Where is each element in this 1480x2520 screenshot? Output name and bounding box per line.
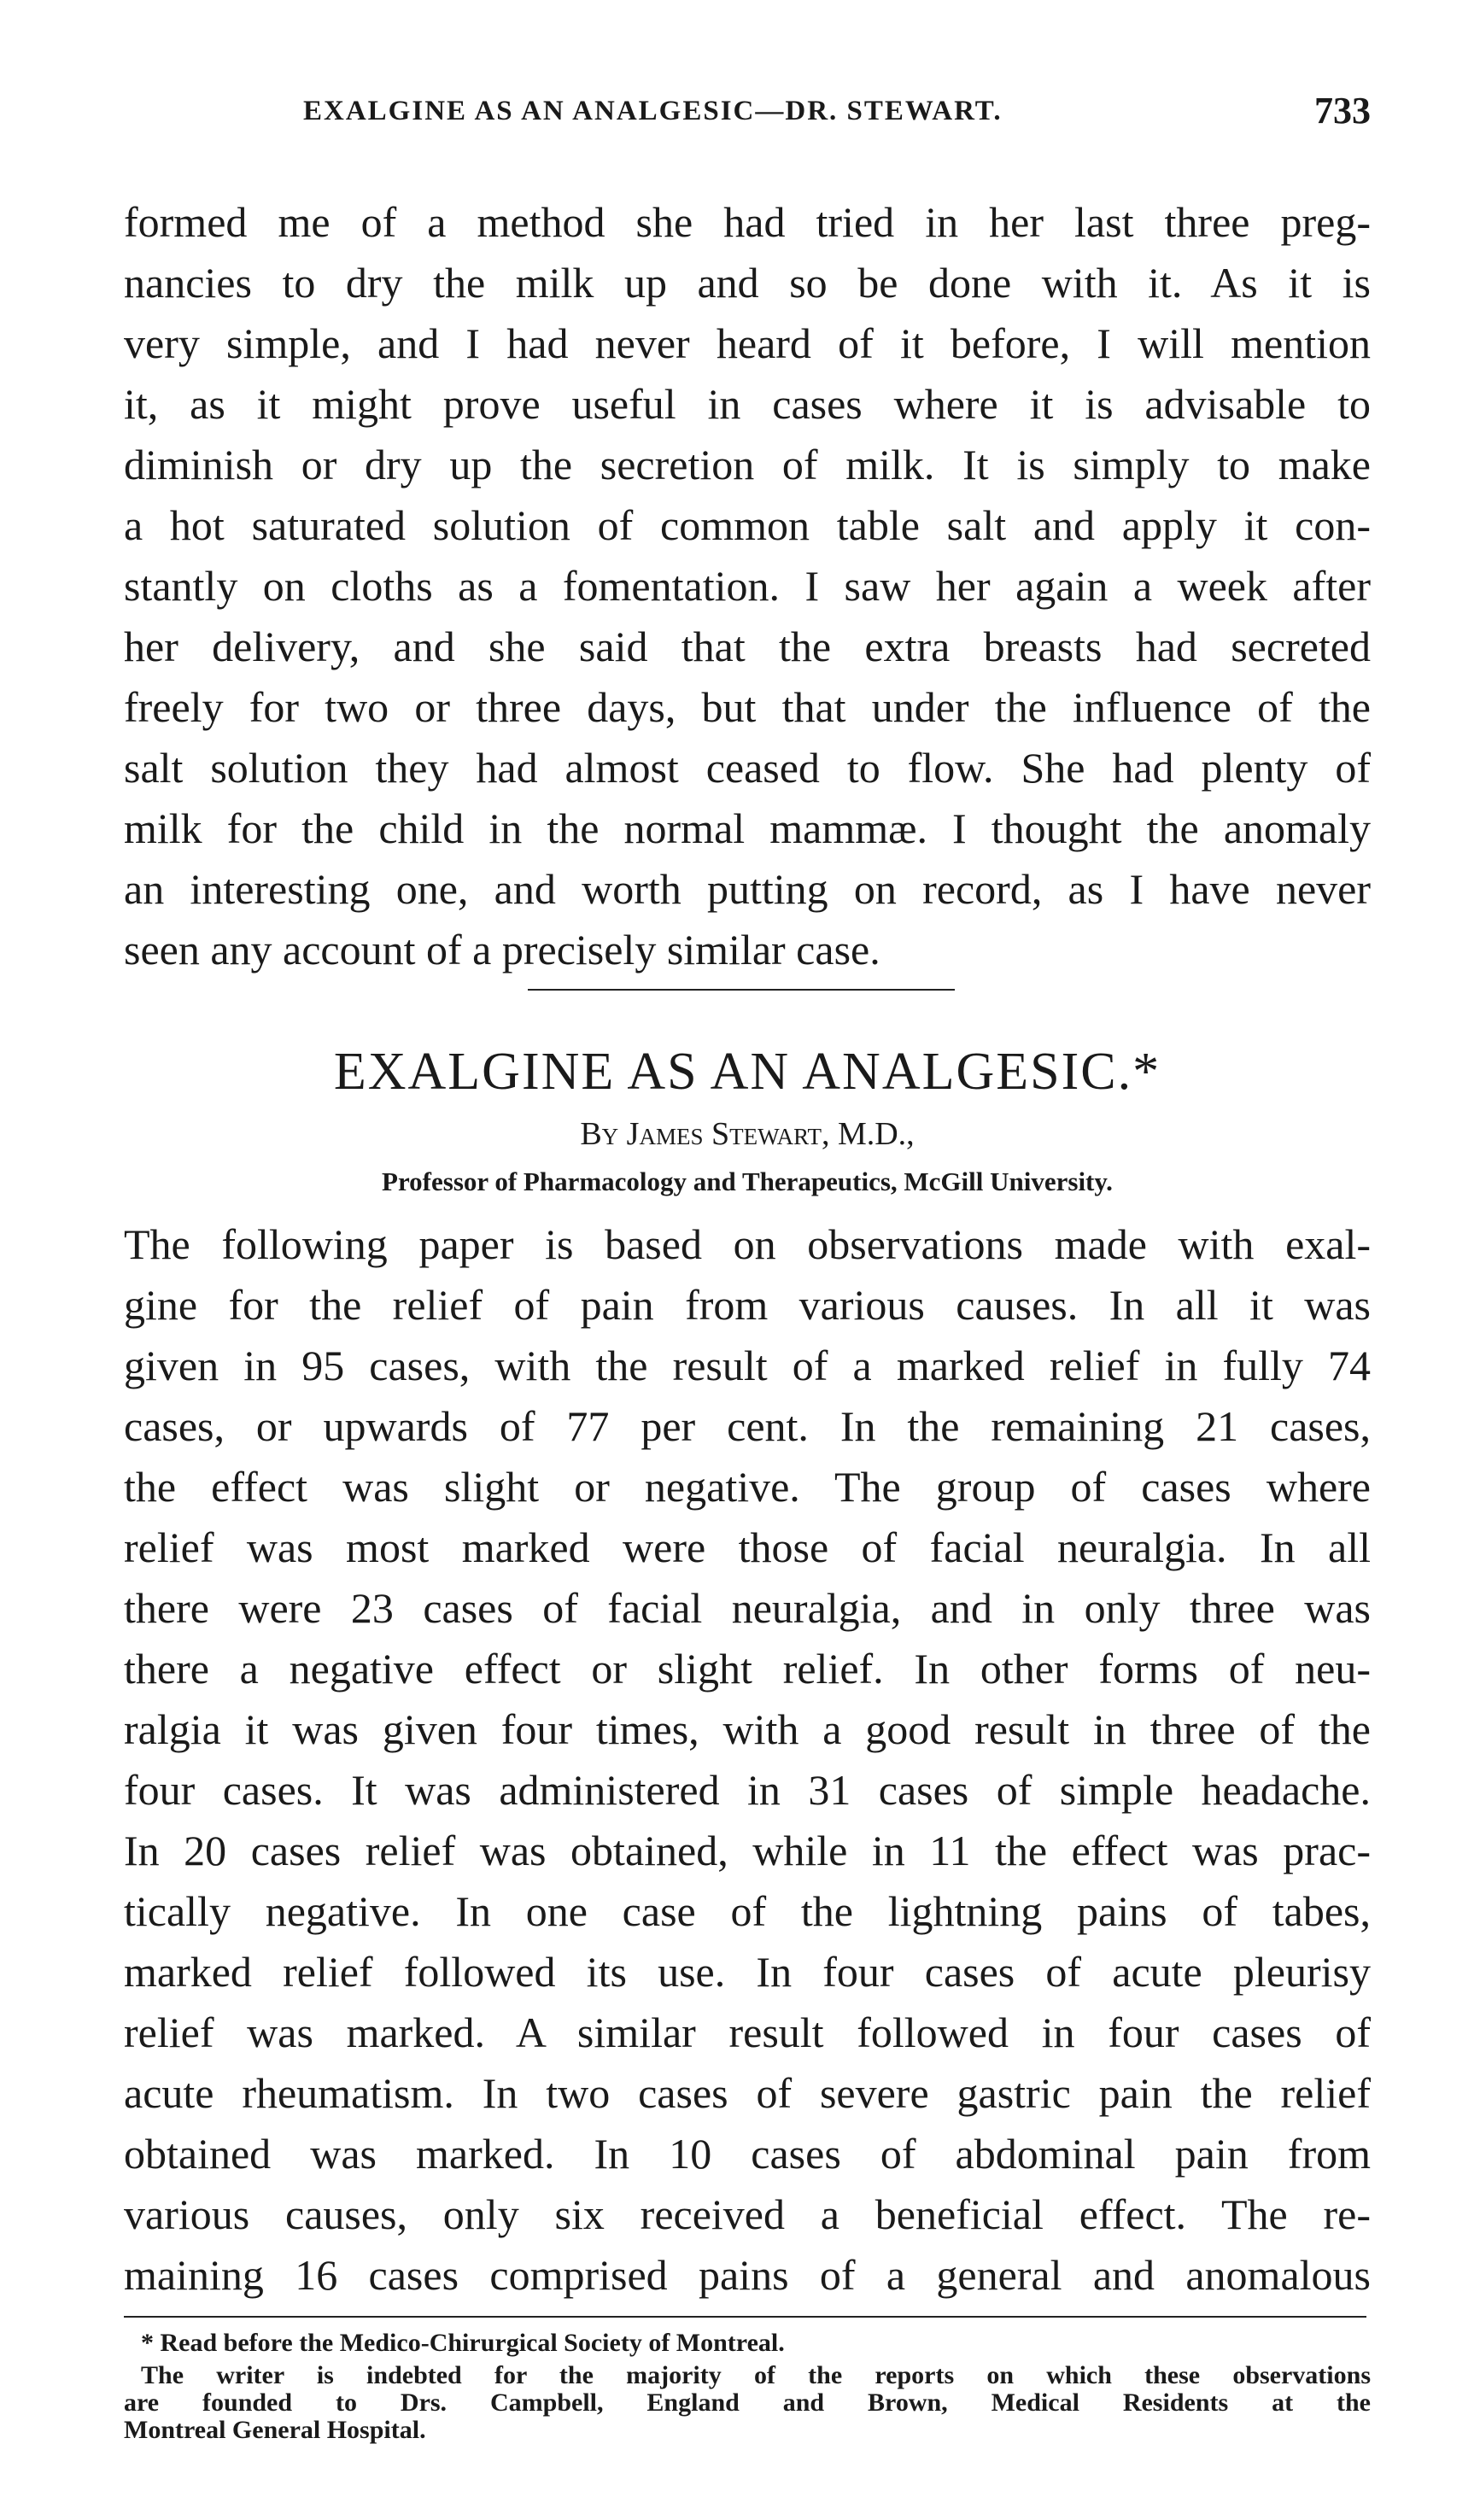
section-separator xyxy=(528,989,955,991)
running-head xyxy=(303,90,1371,132)
article-body xyxy=(124,1214,1371,2306)
text-line: formed me of a method she had tried in her last three preg- xyxy=(124,198,1371,246)
footnote-rule xyxy=(124,2316,1366,2318)
footnotes xyxy=(124,2324,1371,2444)
text-line: her delivery, and she said that the extra breasts had secreted xyxy=(124,623,1371,670)
text-line: acute rheumatism. In two cases of severe gastric pain the relief xyxy=(124,2069,1371,2117)
running-head-title: EXALGINE AS AN ANALGESIC—DR. STEWART. xyxy=(303,96,1003,126)
text-line: given in 95 cases, with the result of a marked relief in fully 74 xyxy=(124,1342,1371,1389)
footnote-reading: * Read before the Medico-Chirurgical Society of Montreal. xyxy=(141,2329,785,2357)
text-line: very simple, and I had never heard of it before, I will mention xyxy=(124,319,1371,367)
footnote-line: The writer is indebted for the majority of the reports on which these observations xyxy=(141,2361,1371,2389)
text-line: marked relief followed its use. In four cases of acute pleurisy xyxy=(124,1948,1371,1996)
text-line: cases, or upwards of 77 per cent. In the remaining 21 cases, xyxy=(124,1402,1371,1450)
text-line: diminish or dry up the secretion of milk. It is simply to make xyxy=(124,441,1371,488)
text-line: nancies to dry the milk up and so be done with it. As it is xyxy=(124,259,1371,307)
text-line: four cases. It was administered in 31 cases of simple headache. xyxy=(124,1766,1371,1814)
author-affiliation: Professor of Pharmacology and Therapeutics, McGill University. xyxy=(382,1166,1113,1196)
article-byline: By James Stewart, M.D., xyxy=(580,1116,915,1152)
text-line: relief was marked. A similar result followed in four cases of xyxy=(124,2008,1371,2056)
text-line: relief was most marked were those of facial neuralgia. In all xyxy=(124,1523,1371,1571)
text-line: ralgia it was given four times, with a good result in three of the xyxy=(124,1705,1371,1753)
text-line: stantly on cloths as a fomentation. I saw her again a week after xyxy=(124,562,1371,610)
text-line: there a negative effect or slight relief. In other forms of neu- xyxy=(124,1645,1371,1693)
text-line: milk for the child in the normal mammæ. I thought the anomaly xyxy=(124,804,1371,852)
text-line: freely for two or three days, but that under the influence of the xyxy=(124,683,1371,731)
text-line: gine for the relief of pain from various causes. In all it was xyxy=(124,1281,1371,1329)
continuation-paragraph xyxy=(124,192,1371,980)
page-number: 733 xyxy=(1314,90,1371,132)
text-line: salt solution they had almost ceased to flow. She had plenty of xyxy=(124,744,1371,792)
text-line: maining 16 cases comprised pains of a general and anomalous xyxy=(124,2251,1371,2299)
text-line: an interesting one, and worth putting on record, as I have never xyxy=(124,865,1371,913)
text-line: various causes, only six received a beneficial effect. The re- xyxy=(124,2190,1371,2238)
text-line: obtained was marked. In 10 cases of abdominal pain from xyxy=(124,2130,1371,2178)
text-line: the effect was slight or negative. The group of cases where xyxy=(124,1463,1371,1511)
footnote-line: are founded to Drs. Campbell, England and Brown, Medical Residents at the xyxy=(124,2388,1371,2417)
article-title: EXALGINE AS AN ANALGESIC.* xyxy=(333,1043,1161,1101)
text-line: tically negative. In one case of the lightning pains of tabes, xyxy=(124,1887,1371,1935)
text-line: The following paper is based on observations made with exal- xyxy=(124,1220,1371,1268)
text-line: seen any account of a precisely similar case. xyxy=(124,926,880,974)
text-line: there were 23 cases of facial neuralgia, and in only three was xyxy=(124,1584,1371,1632)
text-line: it, as it might prove useful in cases where it is advisable to xyxy=(124,380,1371,428)
text-line: In 20 cases relief was obtained, while in 11 the effect was prac- xyxy=(124,1827,1371,1874)
text-line: a hot saturated solution of common table salt and apply it con- xyxy=(124,501,1371,549)
footnote-line: Montreal General Hospital. xyxy=(124,2416,426,2444)
